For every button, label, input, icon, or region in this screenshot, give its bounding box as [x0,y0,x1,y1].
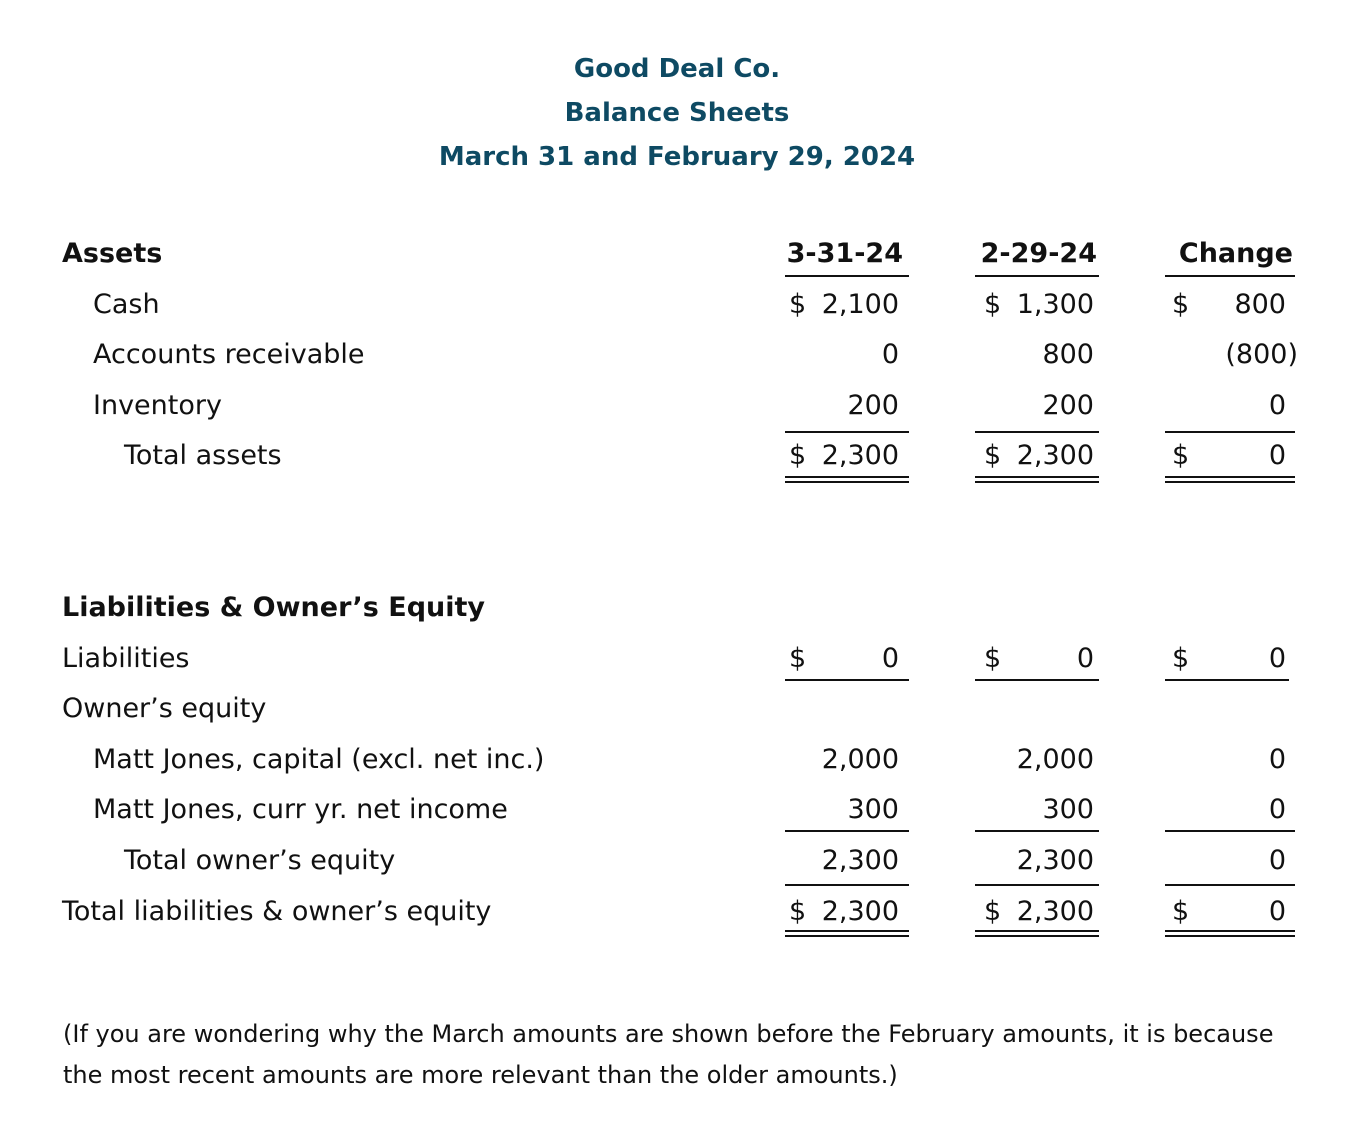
subtotal-line [1165,884,1295,886]
total-assets-change: 0 [1268,440,1286,471]
total-le-label: Total liabilities & owner’s equity [62,896,492,927]
subtotal-line [1165,679,1289,681]
net-income-mar: 300 [847,794,899,825]
liabilities-change: 0 [1268,643,1286,674]
liabilities-label: Liabilities [62,643,190,674]
inventory-change: 0 [1268,390,1286,421]
col-header-feb: 2-29-24 [980,238,1097,269]
subtotal-line [1165,830,1295,832]
total-oe-mar: 2,300 [821,845,899,876]
ar-change: (800) [1225,339,1298,370]
total-assets-mar: 2,300 [821,440,899,471]
owners-equity-label: Owner’s equity [62,693,267,724]
cash-label: Cash [93,289,160,320]
double-underline [1165,930,1295,937]
double-underline [785,476,909,483]
dollar-sign: $ [984,289,1002,320]
inventory-label: Inventory [93,390,222,421]
subtotal-line [975,431,1099,433]
total-oe-label: Total owner’s equity [124,845,396,876]
inventory-feb: 200 [1042,390,1094,421]
dollar-sign: $ [1172,440,1190,471]
statement-title: Balance Sheets [564,98,790,128]
dollar-sign: $ [1172,896,1190,927]
ar-mar: 0 [881,339,899,370]
total-le-mar: 2,300 [821,896,899,927]
col-header-underline [975,275,1099,277]
liabilities-mar: 0 [881,643,899,674]
net-income-label: Matt Jones, curr yr. net income [93,794,508,825]
dollar-sign: $ [789,440,807,471]
ar-feb: 800 [1042,339,1094,370]
col-header-underline [1165,275,1295,277]
cash-change: 800 [1234,289,1286,320]
col-header-mar: 3-31-24 [786,238,903,269]
subtotal-line [975,679,1099,681]
capital-mar: 2,000 [821,744,899,775]
capital-change: 0 [1268,744,1286,775]
subtotal-line [785,830,909,832]
dollar-sign: $ [1172,643,1190,674]
subtotal-line [785,431,909,433]
liabilities-feb: 0 [1076,643,1094,674]
dollar-sign: $ [984,643,1002,674]
dollar-sign: $ [984,896,1002,927]
liabilities-equity-heading: Liabilities & Owner’s Equity [62,592,486,623]
cash-mar: 2,100 [821,289,899,320]
net-income-feb: 300 [1042,794,1094,825]
inventory-mar: 200 [847,390,899,421]
cash-feb: 1,300 [1016,289,1094,320]
double-underline [785,930,909,937]
capital-label: Matt Jones, capital (excl. net inc.) [93,744,545,775]
col-header-change: Change [1178,238,1293,269]
capital-feb: 2,000 [1016,744,1094,775]
double-underline [975,476,1099,483]
footnote: (If you are wondering why the March amounts are shown before the February amounts, it is because the most recent amounts are more relevant than the older amounts.) [63,1020,1274,1089]
total-le-feb: 2,300 [1016,896,1094,927]
total-le-change: 0 [1268,896,1286,927]
subtotal-line [785,679,909,681]
total-assets-label: Total assets [124,440,282,471]
subtotal-line [1165,431,1295,433]
double-underline [1165,476,1295,483]
ar-label: Accounts receivable [93,339,365,370]
dollar-sign: $ [789,289,807,320]
double-underline [975,930,1099,937]
net-income-change: 0 [1268,794,1286,825]
dollar-sign: $ [984,440,1002,471]
dollar-sign: $ [789,896,807,927]
dollar-sign: $ [1172,289,1190,320]
subtotal-line [975,830,1099,832]
subtotal-line [785,884,909,886]
company-name: Good Deal Co. [573,54,781,84]
total-assets-feb: 2,300 [1016,440,1094,471]
statement-dates: March 31 and February 29, 2024 [438,142,916,172]
col-header-underline [785,275,909,277]
assets-heading: Assets [62,238,163,269]
total-oe-change: 0 [1268,845,1286,876]
subtotal-line [975,884,1099,886]
total-oe-feb: 2,300 [1016,845,1094,876]
dollar-sign: $ [789,643,807,674]
